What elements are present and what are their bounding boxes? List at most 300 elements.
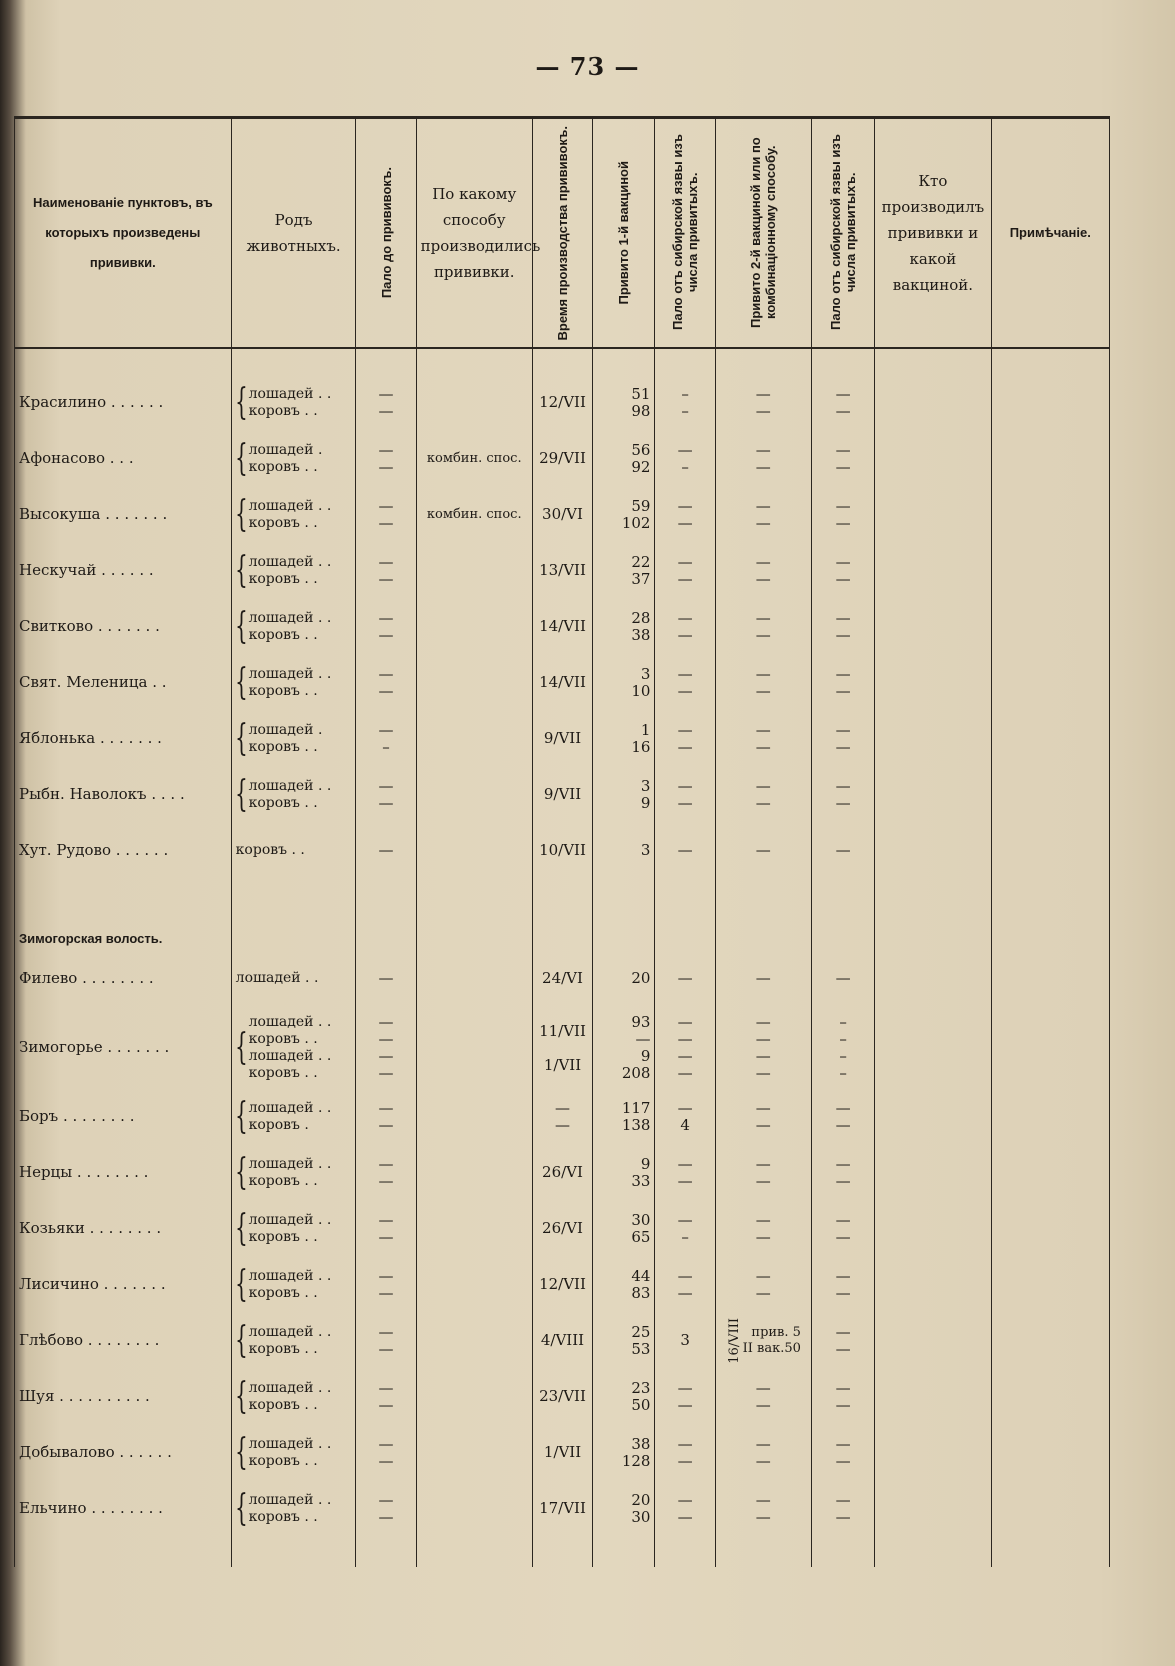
died1-count-value: – — [681, 384, 689, 403]
animal-kind-value: коровъ . . — [248, 458, 318, 475]
vaccine2-count-value: — — [755, 1171, 771, 1190]
died-before-value: — — [378, 1012, 394, 1031]
note — [991, 1257, 1109, 1313]
died1-count-value: — — [677, 1063, 693, 1082]
brace-mark: { — [234, 773, 248, 815]
died2-count-value: — — [835, 552, 851, 571]
died1-count — [655, 543, 715, 599]
vaccine2-count — [715, 599, 811, 655]
vaccination-date: 9/VII — [532, 711, 592, 767]
vaccination-date: 10/VII — [532, 823, 592, 879]
place-name: Лисичино . . . . . . . — [15, 1257, 232, 1313]
table-row — [15, 767, 1110, 823]
empty-cell — [715, 879, 811, 951]
animal-kind — [231, 1145, 356, 1201]
vaccine2-count — [715, 1201, 811, 1257]
vaccine1-count-value: 117 — [621, 1098, 651, 1117]
table-row — [15, 1007, 1110, 1089]
empty-cell — [532, 879, 592, 951]
vaccine2-note: прив. 5 — [751, 1324, 801, 1340]
method: комбин. спос. — [416, 487, 532, 543]
place-name: Яблонька . . . . . . . — [15, 711, 232, 767]
died1-count-value: — — [677, 1434, 693, 1453]
header-method: По какому способу производились прививки. — [416, 118, 532, 348]
note — [991, 1007, 1109, 1089]
vaccine1-count-value: 53 — [631, 1339, 651, 1358]
died2-count-value: — — [835, 384, 851, 403]
empty-cell — [875, 879, 991, 951]
method — [416, 1369, 532, 1425]
table-row — [15, 1145, 1110, 1201]
animal-kind-value: коровъ . . — [248, 1508, 318, 1525]
table-row — [15, 1201, 1110, 1257]
animal-kind — [231, 1201, 356, 1257]
died1-count-value: – — [681, 1227, 689, 1246]
empty-cell — [991, 879, 1109, 951]
header-time: Время производства прививокъ. — [532, 118, 592, 348]
vaccine2-count-value: — — [755, 440, 771, 459]
empty-cell — [231, 1537, 356, 1567]
died1-count — [655, 767, 715, 823]
vaccine1-count — [593, 1369, 655, 1425]
died2-count-value: – — [839, 1029, 847, 1048]
animal-kind-value: коровъ . . — [248, 1284, 318, 1301]
vaccine2-count — [715, 1481, 811, 1537]
animal-kind-value: лошадей . . — [248, 1435, 332, 1452]
vaccine1-count-value: 9 — [640, 1046, 651, 1065]
died-before-value: — — [378, 569, 394, 588]
died1-count — [655, 655, 715, 711]
animal-kind-value: лошадей . . — [248, 1267, 332, 1284]
vaccine2-count-value: — — [755, 841, 771, 859]
brace-mark: { — [234, 1487, 248, 1529]
died2-count-value: — — [835, 1115, 851, 1134]
table-row — [15, 1481, 1110, 1537]
vaccination-date: 9/VII — [532, 767, 592, 823]
vaccine2-count — [715, 711, 811, 767]
vaccine2-count-value: — — [755, 793, 771, 812]
vaccination-date: 24/VI — [532, 951, 592, 1007]
animal-kind-value: лошадей . . — [248, 609, 332, 626]
died-before-value: — — [378, 841, 394, 859]
died-before-value: — — [378, 552, 394, 571]
vaccine1-count-value: 30 — [631, 1507, 651, 1526]
place-name: Нерцы . . . . . . . . — [15, 1145, 232, 1201]
animal-kind — [231, 487, 356, 543]
died2-count — [811, 823, 874, 879]
animal-kind — [231, 1313, 356, 1369]
method — [416, 348, 532, 431]
vaccine2-count-value: — — [755, 1063, 771, 1082]
method — [416, 599, 532, 655]
died-before — [356, 767, 416, 823]
died-before — [356, 348, 416, 431]
died2-count — [811, 1313, 874, 1369]
vaccination-date: 26/VI — [532, 1145, 592, 1201]
died1-count — [655, 1313, 715, 1369]
died2-count-value: — — [835, 1098, 851, 1117]
method — [416, 1145, 532, 1201]
animal-kind-value: коровъ . . — [248, 626, 318, 643]
died1-count-value: — — [677, 1451, 693, 1470]
died2-count-value: — — [835, 776, 851, 795]
animal-kind-value: лошадей . . — [248, 1013, 332, 1030]
method — [416, 655, 532, 711]
vaccine2-count-value: — — [755, 401, 771, 420]
died2-count-value: – — [839, 1063, 847, 1082]
table-row — [15, 1425, 1110, 1481]
died-before — [356, 543, 416, 599]
vaccine1-count — [593, 711, 655, 767]
vaccine2-count — [715, 348, 811, 431]
vaccination-date: 12/VII — [532, 348, 592, 431]
brace-mark: { — [234, 437, 248, 479]
note — [991, 487, 1109, 543]
died-before-value: — — [378, 1098, 394, 1117]
who-vaccinated — [875, 487, 991, 543]
died1-count-value: — — [677, 1283, 693, 1302]
died2-count-value: — — [835, 496, 851, 515]
vaccine1-count-value: 128 — [621, 1451, 651, 1470]
animal-kind — [231, 1425, 356, 1481]
vaccine2-count-value: — — [755, 1210, 771, 1229]
died1-count-value: — — [677, 1098, 693, 1117]
died2-count-value: — — [835, 1171, 851, 1190]
empty-cell — [655, 879, 715, 951]
table-row — [15, 655, 1110, 711]
died1-count-value: — — [677, 1171, 693, 1190]
note — [991, 1481, 1109, 1537]
vaccine2-count — [715, 487, 811, 543]
vaccine2-count — [715, 1425, 811, 1481]
vaccine1-count-value: 20 — [631, 969, 651, 987]
header-name: Наименованіе пунктовъ, въ которыхъ произведены прививки. — [15, 118, 232, 348]
died-before-value: — — [378, 1115, 394, 1134]
died1-count-value: – — [681, 401, 689, 420]
vaccine1-count — [593, 348, 655, 431]
animal-kind-value: коровъ . . — [248, 1396, 318, 1413]
died1-count — [655, 1007, 715, 1089]
vaccine1-count-value: 50 — [631, 1395, 651, 1414]
died-before-value: — — [378, 1029, 394, 1048]
vaccine1-count — [593, 1007, 655, 1089]
place-name: Хут. Рудово . . . . . . — [15, 823, 232, 879]
died2-count-value: — — [835, 1434, 851, 1453]
died1-count-value: 4 — [680, 1115, 690, 1134]
vaccine2-count — [715, 1257, 811, 1313]
vaccine1-count-value: 30 — [631, 1210, 651, 1229]
vaccine1-count-value: 98 — [631, 401, 651, 420]
table-row — [15, 1369, 1110, 1425]
vaccination-date: 13/VII — [532, 543, 592, 599]
vaccine1-count-value: 93 — [631, 1012, 651, 1031]
vaccine1-count-value: 25 — [631, 1322, 651, 1341]
died-before — [356, 1257, 416, 1313]
method — [416, 1425, 532, 1481]
who-vaccinated — [875, 1313, 991, 1369]
who-vaccinated — [875, 1089, 991, 1145]
method — [416, 1201, 532, 1257]
died-before-value: — — [378, 1227, 394, 1246]
died-before-value: — — [378, 1266, 394, 1285]
died1-count-value: — — [677, 793, 693, 812]
vaccination-date: 14/VII — [532, 655, 592, 711]
died2-count-value: — — [835, 1266, 851, 1285]
note — [991, 543, 1109, 599]
animal-kind — [231, 951, 356, 1007]
animal-kind-value: коровъ . . — [248, 1452, 318, 1469]
vaccine2-count — [715, 1313, 811, 1369]
died1-count-value: — — [677, 1395, 693, 1414]
vaccine1-count-value: 9 — [640, 793, 651, 812]
method — [416, 1481, 532, 1537]
died2-count-value: — — [835, 664, 851, 683]
animal-kind-value: лошадей . — [248, 441, 323, 458]
died-before-value: — — [378, 1490, 394, 1509]
animal-kind-value: коровъ . . — [248, 794, 318, 811]
vaccine1-count — [593, 1425, 655, 1481]
vaccine2-count-value: — — [755, 737, 771, 756]
animal-kind — [231, 348, 356, 431]
vaccine1-count-value: 3 — [640, 664, 651, 683]
died-before — [356, 431, 416, 487]
died2-count — [811, 1089, 874, 1145]
vaccine1-count-value: 208 — [621, 1063, 651, 1082]
died1-count-value: — — [677, 841, 693, 859]
vaccine1-count — [593, 1145, 655, 1201]
note — [991, 1089, 1109, 1145]
vaccine2-count — [715, 543, 811, 599]
brace-mark: { — [234, 1319, 248, 1361]
vaccine1-count — [593, 1313, 655, 1369]
vaccination-date: 14/VII — [532, 599, 592, 655]
died2-count-value: — — [835, 1154, 851, 1173]
table-row — [15, 1313, 1110, 1369]
vaccine2-count-value: — — [755, 1507, 771, 1526]
died-before-value: — — [378, 1507, 394, 1526]
place-name: Шуя . . . . . . . . . . — [15, 1369, 232, 1425]
brace-mark: { — [234, 661, 248, 703]
brace-mark: { — [234, 381, 248, 423]
who-vaccinated — [875, 1481, 991, 1537]
animal-kind-value: лошадей . . — [248, 497, 332, 514]
animal-kind — [231, 1481, 356, 1537]
died2-count-value: — — [835, 1210, 851, 1229]
brace-mark: { — [234, 1375, 248, 1417]
brace-mark: { — [234, 1095, 248, 1137]
method — [416, 1313, 532, 1369]
vaccine1-count-value: 1 — [640, 720, 651, 739]
method — [416, 711, 532, 767]
animal-kind-value: лошадей . . — [248, 1491, 332, 1508]
vaccination-date-value: 11/VII — [539, 1021, 586, 1040]
vaccine2-count — [715, 431, 811, 487]
died2-count — [811, 1201, 874, 1257]
header-died2: Пало отъ сибирской язвы изъ числа привитыхъ. — [811, 118, 874, 348]
died1-count — [655, 1481, 715, 1537]
vaccine1-count-value: 33 — [631, 1171, 651, 1190]
brace-mark: { — [234, 493, 248, 535]
vaccine2-count-value: — — [755, 1490, 771, 1509]
vaccine2-count-value: — — [755, 625, 771, 644]
animal-kind-value: коровъ . . — [248, 682, 318, 699]
animal-kind-value: лошадей . . — [248, 1155, 332, 1172]
vaccine2-date: 16/VIII — [726, 1317, 742, 1364]
died2-count — [811, 1425, 874, 1481]
empty-cell — [15, 1537, 232, 1567]
died-before-value: — — [378, 1046, 394, 1065]
empty-cell — [811, 879, 874, 951]
place-name: Красилино . . . . . . — [15, 348, 232, 431]
died-before-value: — — [378, 1210, 394, 1229]
table-row — [15, 951, 1110, 1007]
vaccination-date: 12/VII — [532, 1257, 592, 1313]
died-before-value: — — [378, 793, 394, 812]
died2-count-value: – — [839, 1012, 847, 1031]
vaccine2-count-value: — — [755, 1098, 771, 1117]
vaccine1-count-value: 38 — [631, 625, 651, 644]
who-vaccinated — [875, 1257, 991, 1313]
header-row — [15, 118, 1110, 348]
animal-kind — [231, 599, 356, 655]
note — [991, 711, 1109, 767]
vaccine1-count — [593, 1257, 655, 1313]
died1-count-value: — — [677, 664, 693, 683]
who-vaccinated — [875, 1201, 991, 1257]
died-before — [356, 1369, 416, 1425]
vaccine2-count-value: — — [755, 1012, 771, 1031]
died-before-value: — — [378, 440, 394, 459]
died-before — [356, 1201, 416, 1257]
died-before-value: — — [378, 625, 394, 644]
vaccine2-count-value: — — [755, 969, 771, 987]
vaccine2-count-value: — — [755, 1451, 771, 1470]
vaccine1-count — [593, 655, 655, 711]
who-vaccinated — [875, 431, 991, 487]
vaccine2-count-value: — — [755, 1378, 771, 1397]
who-vaccinated — [875, 951, 991, 1007]
note — [991, 599, 1109, 655]
vaccine1-count-value: 83 — [631, 1283, 651, 1302]
died-before — [356, 823, 416, 879]
empty-cell — [416, 879, 532, 951]
animal-kind-value: лошадей . . — [248, 665, 332, 682]
vaccination-date-value: — — [554, 1098, 570, 1117]
died1-count — [655, 951, 715, 1007]
method — [416, 1257, 532, 1313]
table-row — [15, 543, 1110, 599]
died-before-value: — — [378, 1154, 394, 1173]
died2-count — [811, 1007, 874, 1089]
vaccine2-count-value: — — [755, 569, 771, 588]
died-before-value: — — [378, 1434, 394, 1453]
vaccine1-count — [593, 431, 655, 487]
died-before-value: – — [382, 737, 390, 756]
vaccine1-count-value: 51 — [631, 384, 651, 403]
vaccine1-count-value: 9 — [640, 1154, 651, 1173]
died1-count-value: – — [681, 457, 689, 476]
vaccine1-count-value: 16 — [631, 737, 651, 756]
empty-cell — [875, 1537, 991, 1567]
died1-count — [655, 1145, 715, 1201]
vaccine2-count-value: — — [755, 681, 771, 700]
vaccine1-count-value: 56 — [631, 440, 651, 459]
died1-count — [655, 348, 715, 431]
vaccine2-count-value: — — [755, 776, 771, 795]
empty-cell — [715, 1537, 811, 1567]
note — [991, 1145, 1109, 1201]
animal-kind — [231, 767, 356, 823]
died2-count — [811, 1145, 874, 1201]
died-before-value: — — [378, 1063, 394, 1082]
animal-kind-value: коровъ . . — [248, 570, 318, 587]
animal-kind-value: коровъ . — [248, 1116, 309, 1133]
method — [416, 1007, 532, 1089]
header-vaccine2: Привито 2-й вакциной или по комбинаціонному способу. — [715, 118, 811, 348]
animal-kind-value: лошадей . . — [248, 385, 332, 402]
died1-count — [655, 1201, 715, 1257]
method — [416, 823, 532, 879]
note — [991, 1201, 1109, 1257]
died2-count-value: — — [835, 401, 851, 420]
vaccine1-count-value: 20 — [631, 1490, 651, 1509]
brace-mark: { — [234, 1151, 248, 1193]
vaccine1-count-value: 10 — [631, 681, 651, 700]
note — [991, 655, 1109, 711]
who-vaccinated — [875, 1145, 991, 1201]
died-before-value: — — [378, 401, 394, 420]
vaccine2-count-value: — — [755, 1115, 771, 1134]
vaccination-date-value: — — [554, 1115, 570, 1134]
animal-kind — [231, 711, 356, 767]
animal-kind-value: лошадей . . — [248, 1379, 332, 1396]
vaccine1-count — [593, 543, 655, 599]
vaccine1-count — [593, 823, 655, 879]
note — [991, 348, 1109, 431]
vaccine1-count — [593, 1481, 655, 1537]
died2-count-value: — — [835, 1451, 851, 1470]
died-before — [356, 655, 416, 711]
place-name: Свитково . . . . . . . — [15, 599, 232, 655]
died1-count-value: — — [677, 1266, 693, 1285]
place-name: Афонасово . . . — [15, 431, 232, 487]
animal-kind — [231, 431, 356, 487]
vaccine1-count-value: 102 — [621, 513, 651, 532]
died2-count — [811, 487, 874, 543]
vaccine2-count-value: — — [755, 384, 771, 403]
died1-count-value: — — [677, 569, 693, 588]
empty-cell — [991, 1537, 1109, 1567]
empty-cell — [356, 879, 416, 951]
died-before — [356, 1313, 416, 1369]
vaccine2-count — [715, 767, 811, 823]
table-row — [15, 348, 1110, 431]
vaccination-date: 17/VII — [532, 1481, 592, 1537]
empty-cell — [356, 1537, 416, 1567]
died-before-value: — — [378, 1451, 394, 1470]
died-before-value: — — [378, 457, 394, 476]
empty-cell — [532, 1537, 592, 1567]
vaccine2-count-value: — — [755, 1227, 771, 1246]
vaccination-date — [532, 1007, 592, 1089]
died1-count-value: — — [677, 1012, 693, 1031]
died2-count-value: — — [835, 681, 851, 700]
header-vaccine1: Привито 1-й вакциной — [593, 118, 655, 348]
method — [416, 951, 532, 1007]
died1-count-value: — — [677, 625, 693, 644]
died1-count-value: — — [677, 1046, 693, 1065]
brace-mark: { — [234, 1431, 248, 1473]
